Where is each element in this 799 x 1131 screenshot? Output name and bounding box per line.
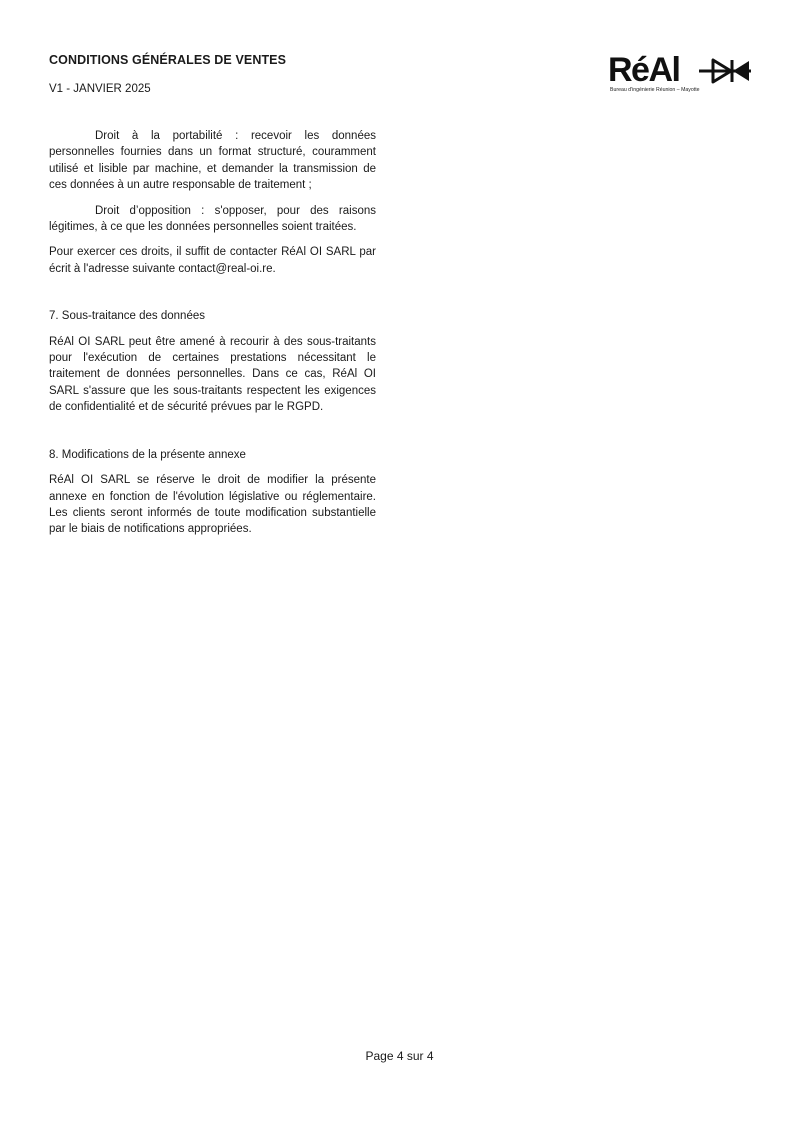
diode-symbol-icon	[699, 58, 751, 84]
portability-right-paragraph: Droit à la portabilité : recevoir les données personnelles fournies dans un format structuré, couramment utilisé et lisible par machine, et demander la transmission de ces données à un autre responsable de traitement ;	[49, 130, 376, 192]
logo-tagline: Bureau d'ingénierie Réunion – Mayotte	[610, 87, 700, 93]
section-7-body: RéAl OI SARL peut être amené à recourir à des sous-traitants pour l'exécution de certaines prestations nécessitant le traitement de données personnelles. Dans ce cas, RéAl OI SARL s'assure que les sous-traitants respectent les exigences de confidentialité et de sécurité prévues par le RGPD.	[49, 335, 376, 414]
section-7-heading: 7. Sous-traitance des données	[49, 310, 205, 323]
page-header-title: CONDITIONS GÉNÉRALES DE VENTES	[49, 53, 287, 67]
document-body	[49, 128, 376, 538]
section-8-heading: 8. Modifications de la présente annexe	[49, 448, 246, 461]
page-number: Page 4 sur 4	[365, 1049, 434, 1063]
page-header-version: V1 - JANVIER 2025	[49, 83, 151, 95]
opposition-right-paragraph: Droit d’opposition : s'opposer, pour des raisons légitimes, à ce que les données personnelles soient traitées.	[49, 204, 376, 234]
company-logo	[608, 52, 758, 100]
section-8-body: RéAl OI SARL se réserve le droit de modifier la présente annexe en fonction de l'évolution législative ou réglementaire. Les clients seront informés de toute modification substantielle par le biais de notifications appropriées.	[49, 474, 376, 536]
exercise-rights-paragraph: Pour exercer ces droits, il suffit de contacter RéAl OI SARL par écrit à l'adresse suivante contact@real-oi.re.	[49, 246, 376, 275]
logo-wordmark: RéAl	[608, 51, 680, 89]
